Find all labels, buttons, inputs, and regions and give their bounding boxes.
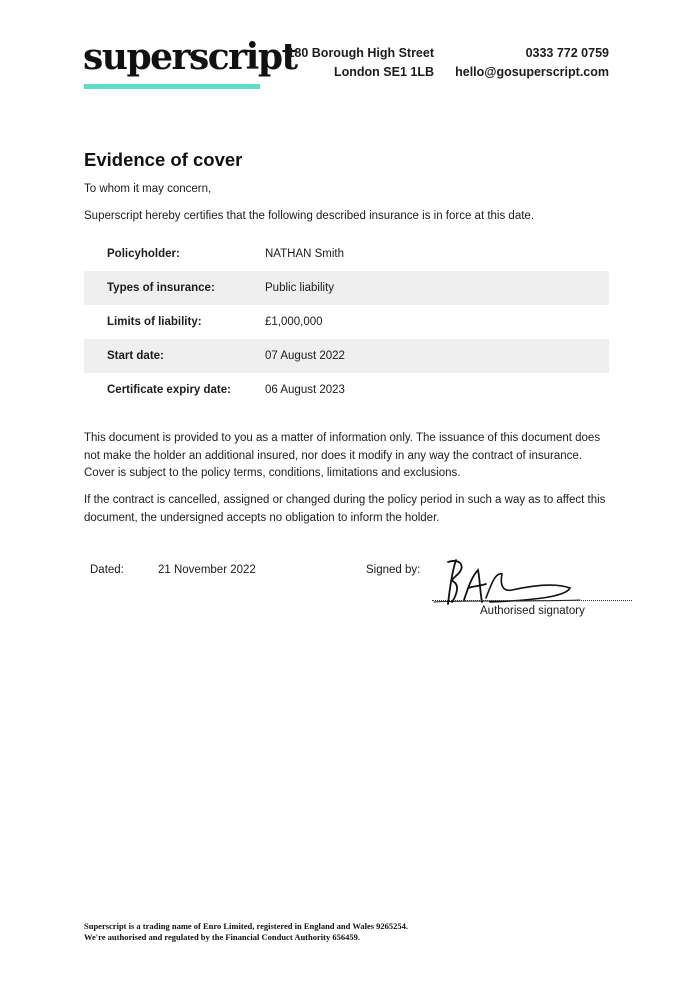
row-value: Public liability [265, 282, 335, 294]
table-row [84, 271, 609, 305]
table-row [84, 373, 609, 407]
legal-footer [84, 921, 408, 943]
company-contact [439, 44, 609, 82]
cover-details-table [84, 237, 609, 407]
row-label: Certificate expiry date: [107, 384, 231, 396]
row-label: Types of insurance: [107, 282, 215, 294]
table-row [84, 339, 609, 373]
company-address [264, 44, 434, 82]
dated-value: 21 November 2022 [158, 564, 256, 576]
address-line-1: 180 Borough High Street [287, 46, 434, 60]
salutation: To whom it may concern, [84, 183, 212, 195]
address-line-2: London SE1 1LB [334, 65, 434, 79]
row-value: 06 August 2023 [265, 384, 345, 396]
email-address: hello@gosuperscript.com [455, 65, 609, 79]
row-value: NATHAN Smith [265, 248, 345, 260]
authorised-signatory-label: Authorised signatory [480, 605, 585, 617]
row-value: 07 August 2022 [265, 350, 345, 362]
row-value: £1,000,000 [265, 316, 323, 328]
phone-number: 0333 772 0759 [525, 46, 609, 60]
footer-line-2: We're authorised and regulated by the Financial Conduct Authority 656459. [84, 932, 360, 942]
brand-accent-bar [84, 84, 260, 89]
table-row [84, 237, 609, 271]
signature-line [432, 600, 632, 601]
handwritten-signature [430, 552, 590, 612]
disclaimer-paragraph-2: If the contract is cancelled, assigned or changed during the policy period in such a way as to affect this document, the undersigned accepts no obligation to inform the holder. [84, 494, 606, 524]
certification-statement: Superscript hereby certifies that the following described insurance is in force at this date. [84, 210, 535, 222]
table-row [84, 305, 609, 339]
footer-line-1: Superscript is a trading name of Enro Limited, registered in England and Wales 9265254. [84, 921, 409, 931]
row-label: Start date: [107, 350, 164, 362]
signed-by-label: Signed by: [366, 564, 421, 576]
brand-logo: superscript [83, 36, 297, 78]
disclaimer-paragraph-1: This document is provided to you as a matter of information only. The issuance of this document does not make the holder an additional insured, nor does it modify in any way the contract of insurance. Cover is subject to the policy terms, conditions, limitations and exclusions. [84, 432, 601, 480]
page-title: Evidence of cover [84, 149, 243, 170]
row-label: Limits of liability: [107, 316, 202, 328]
dated-label: Dated: [90, 564, 124, 576]
row-label: Policyholder: [107, 248, 180, 260]
